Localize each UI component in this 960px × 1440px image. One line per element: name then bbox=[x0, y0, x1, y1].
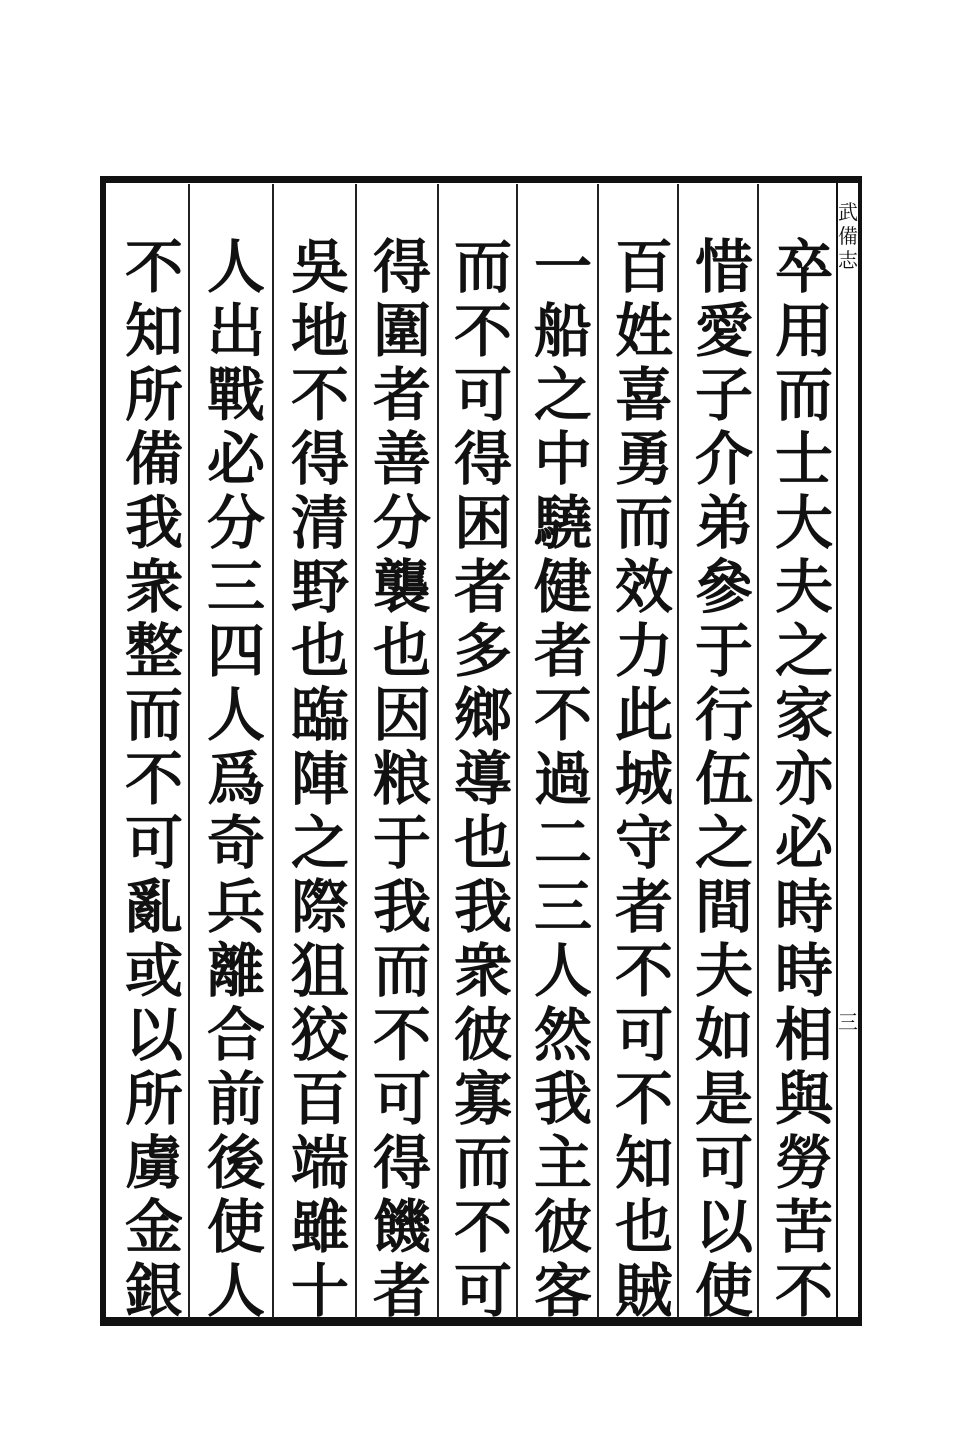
text-column-9: 不知所備我衆整而不可亂或以所虜金銀 bbox=[115, 236, 183, 1324]
column-rule bbox=[355, 184, 357, 1318]
page-number: 三 bbox=[838, 1010, 858, 1034]
text-column-7: 吳地不得清野也臨陣之際狙狡百端雖十 bbox=[281, 236, 349, 1324]
column-rule bbox=[437, 184, 439, 1318]
column-rule bbox=[272, 184, 274, 1318]
fold-column bbox=[836, 176, 860, 1326]
text-column-8: 人出戰必分三四人爲奇兵離合前後使人 bbox=[197, 236, 265, 1324]
text-column-6: 得圍者善分襲也因粮于我而不可得饑者 bbox=[363, 236, 431, 1324]
book-title: 武備志 bbox=[838, 200, 858, 272]
column-rule bbox=[757, 184, 759, 1318]
text-column-4: 一船之中驍健者不過二三人然我主彼客 bbox=[524, 236, 592, 1324]
spine-edge bbox=[858, 176, 862, 1326]
text-column-1: 卒用而士大夫之家亦必時時相與勞苦不 bbox=[765, 236, 833, 1324]
text-column-2: 惜愛子介弟參于行伍之間夫如是可以使 bbox=[685, 236, 753, 1324]
column-rule bbox=[188, 184, 190, 1318]
column-rule bbox=[516, 184, 518, 1318]
text-column-3: 百姓喜勇而效力此城守者不可不知也賊 bbox=[605, 236, 673, 1324]
text-column-5: 而不可得困者多鄉導也我衆彼寡而不可 bbox=[444, 236, 512, 1324]
column-rule bbox=[597, 184, 599, 1318]
column-rule bbox=[677, 184, 679, 1318]
